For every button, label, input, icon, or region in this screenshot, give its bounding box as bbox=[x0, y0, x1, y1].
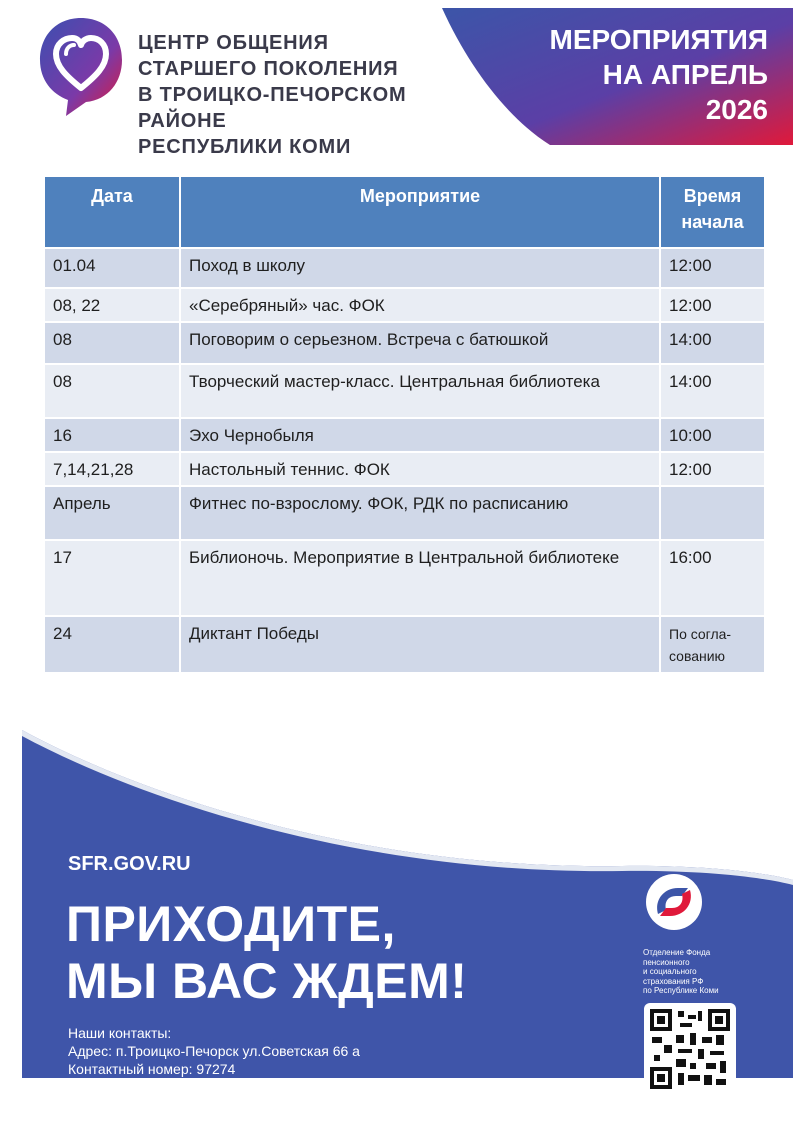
cell-date: 08, 22 bbox=[45, 288, 180, 322]
cell-date: 17 bbox=[45, 540, 180, 616]
table-row bbox=[45, 322, 764, 364]
contacts-phone: Контактный номер: 97274 bbox=[68, 1061, 236, 1077]
cell-event: Библионочь. Мероприятие в Центральной библиотеке bbox=[180, 540, 660, 616]
contacts-block bbox=[68, 1024, 360, 1078]
cell-date: 08 bbox=[45, 322, 180, 364]
column-header-date: Дата bbox=[45, 177, 180, 248]
table-row bbox=[45, 364, 764, 418]
fund-line: пенсионного bbox=[643, 957, 690, 967]
time-header-line: начала bbox=[681, 212, 744, 232]
cell-time: 12:00 bbox=[660, 248, 764, 288]
cell-event: Творческий мастер-класс. Центральная библиотека bbox=[180, 364, 660, 418]
slogan-line: ПРИХОДИТЕ, bbox=[66, 896, 396, 952]
cell-date: 7,14,21,28 bbox=[45, 452, 180, 486]
cell-date: Апрель bbox=[45, 486, 180, 540]
website-link[interactable]: SFR.GOV.RU bbox=[68, 853, 191, 875]
cell-date: 08 bbox=[45, 364, 180, 418]
cell-time: 14:00 bbox=[660, 364, 764, 418]
time-header-line: Время bbox=[683, 186, 742, 206]
org-line: В ТРОИЦКО-ПЕЧОРСКОМ bbox=[138, 84, 407, 106]
table-header-row bbox=[45, 177, 764, 248]
cell-time: 14:00 bbox=[660, 322, 764, 364]
events-table bbox=[45, 177, 764, 672]
cell-time: 10:00 bbox=[660, 418, 764, 452]
cell-event: Настольный теннис. ФОК bbox=[180, 452, 660, 486]
slogan-line: МЫ ВАС ЖДЕМ! bbox=[66, 953, 468, 1009]
cell-time: 16:00 bbox=[660, 540, 764, 616]
cell-event: Эхо Чернобыля bbox=[180, 418, 660, 452]
contacts-title: Наши контакты: bbox=[68, 1025, 172, 1041]
org-line: РЕСПУБЛИКИ КОМИ bbox=[138, 136, 352, 158]
cell-time: 12:00 bbox=[660, 288, 764, 322]
org-line: РАЙОНЕ bbox=[138, 110, 227, 132]
cell-time bbox=[660, 486, 764, 540]
table-row bbox=[45, 288, 764, 322]
heart-chat-icon bbox=[36, 14, 126, 118]
cell-date: 16 bbox=[45, 418, 180, 452]
table-row bbox=[45, 418, 764, 452]
table-row bbox=[45, 248, 764, 288]
slogan bbox=[66, 896, 467, 1010]
fund-caption bbox=[643, 948, 753, 996]
fund-line: по Республике Коми bbox=[643, 986, 719, 995]
sfr-logo-icon bbox=[634, 870, 728, 930]
table-row bbox=[45, 540, 764, 616]
cell-date: 01.04 bbox=[45, 248, 180, 288]
column-header-event: Мероприятие bbox=[180, 177, 660, 248]
cell-event: Поговорим о серьезном. Встреча с батюшкой bbox=[180, 322, 660, 364]
cell-date: 24 bbox=[45, 616, 180, 672]
qr-code-graphic bbox=[650, 1009, 730, 1089]
table-row bbox=[45, 452, 764, 486]
org-line: СТАРШЕГО ПОКОЛЕНИЯ bbox=[138, 58, 399, 80]
org-line: ЦЕНТР ОБЩЕНИЯ bbox=[138, 32, 329, 54]
contacts-address: Адрес: п.Троицко-Печорск ул.Советская 66 а bbox=[68, 1043, 360, 1059]
cell-event: Поход в школу bbox=[180, 248, 660, 288]
cell-time: По согла-сованию bbox=[660, 616, 764, 672]
fund-line: Отделение Фонда bbox=[643, 948, 711, 957]
page-title bbox=[550, 22, 769, 127]
table-row bbox=[45, 616, 764, 672]
qr-code-icon[interactable] bbox=[644, 1003, 736, 1095]
fund-line: и социального bbox=[643, 967, 697, 976]
cell-time: 12:00 bbox=[660, 452, 764, 486]
fund-line: страхования РФ bbox=[643, 976, 704, 986]
organization-name bbox=[138, 30, 468, 160]
title-line: МЕРОПРИЯТИЯ bbox=[549, 24, 768, 55]
cell-event: Фитнес по-взрослому. ФОК, РДК по расписанию bbox=[180, 486, 660, 540]
cell-event: Диктант Победы bbox=[180, 616, 660, 672]
title-year: 2026 bbox=[705, 94, 768, 125]
column-header-time bbox=[660, 177, 764, 248]
title-line: НА АПРЕЛЬ bbox=[602, 59, 768, 90]
cell-event: «Серебряный» час. ФОК bbox=[180, 288, 660, 322]
table-row bbox=[45, 486, 764, 540]
